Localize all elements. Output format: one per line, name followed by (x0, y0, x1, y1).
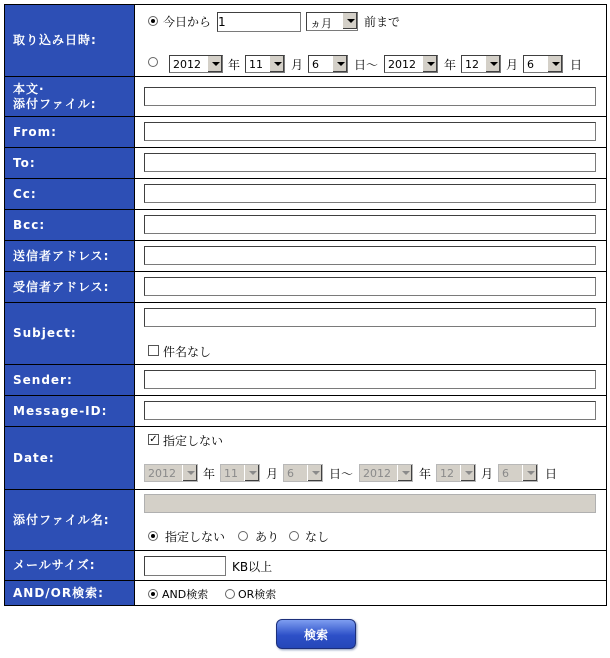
date-from-year-select[interactable]: 2012 (144, 464, 198, 482)
month-suffix: 月 (291, 58, 304, 72)
relative-input[interactable] (217, 12, 301, 32)
to-day-select[interactable]: 6 (523, 55, 563, 73)
to-input[interactable] (144, 153, 596, 172)
chevron-down-icon (269, 56, 284, 72)
chevron-down-icon (182, 465, 197, 481)
attach-no-label: なし (305, 530, 330, 544)
radio-and[interactable] (148, 589, 158, 599)
label-message-id: Message-ID: (5, 396, 135, 426)
date-to-year-select[interactable]: 2012 (359, 464, 413, 482)
row-received-date (5, 5, 606, 76)
label-to: To: (5, 148, 135, 178)
label-date: Date: (5, 427, 135, 489)
to-month-select[interactable]: 12 (461, 55, 501, 73)
range-sep: 日〜 (329, 467, 354, 481)
range-sep: 日〜 (354, 58, 379, 72)
chevron-down-icon (397, 465, 412, 481)
day-suffix: 日 (545, 467, 558, 481)
date-from-day-select[interactable]: 6 (283, 464, 323, 482)
no-subject-checkbox[interactable] (148, 345, 159, 356)
chevron-down-icon (547, 56, 562, 72)
day-suffix: 日 (570, 58, 583, 72)
chevron-down-icon (522, 465, 537, 481)
month-suffix: 月 (266, 467, 279, 481)
chevron-down-icon (307, 465, 322, 481)
search-button[interactable]: 検索 (276, 619, 356, 649)
from-day-select[interactable]: 6 (308, 55, 348, 73)
chevron-down-icon (460, 465, 475, 481)
label-recipient-address: 受信者アドレス: (5, 272, 135, 302)
radio-attach-yes[interactable] (238, 531, 248, 541)
label-body-attachment: 本文· 添付ファイル: (5, 77, 135, 116)
cc-input[interactable] (144, 184, 596, 203)
sender-address-input[interactable] (144, 246, 596, 265)
relative-label: 今日から (163, 15, 212, 29)
label-subject: Subject: (5, 303, 135, 364)
attachment-name-input[interactable] (144, 494, 596, 513)
to-year-select[interactable]: 2012 (384, 55, 438, 73)
unit-select[interactable]: ヵ月 (306, 12, 358, 31)
label-sender-address: 送信者アドレス: (5, 241, 135, 271)
date-unspecified-label: 指定しない (163, 434, 224, 448)
year-suffix: 年 (419, 467, 432, 481)
month-suffix: 月 (481, 467, 494, 481)
year-suffix: 年 (203, 467, 216, 481)
chevron-down-icon (207, 56, 222, 72)
from-month-select[interactable]: 11 (245, 55, 285, 73)
until-label: 前まで (364, 15, 401, 29)
chevron-down-icon (332, 56, 347, 72)
and-label: AND検索 (162, 588, 209, 601)
recipient-address-input[interactable] (144, 277, 596, 296)
label-received-date: 取り込み日時: (5, 5, 135, 76)
month-suffix: 月 (506, 58, 519, 72)
radio-absolute[interactable] (148, 57, 158, 67)
label-from: From: (5, 117, 135, 147)
label-sender: Sender: (5, 365, 135, 395)
date-to-day-select[interactable]: 6 (498, 464, 538, 482)
label-bcc: Bcc: (5, 210, 135, 240)
mail-size-suffix: KB以上 (232, 560, 273, 574)
chevron-down-icon (422, 56, 437, 72)
bcc-input[interactable] (144, 215, 596, 234)
message-id-input[interactable] (144, 401, 596, 420)
date-to-month-select[interactable]: 12 (436, 464, 476, 482)
label-mail-size: メールサイズ: (5, 551, 135, 580)
radio-attach-no[interactable] (289, 531, 299, 541)
from-input[interactable] (144, 122, 596, 141)
radio-or[interactable] (225, 589, 235, 599)
chevron-down-icon (244, 465, 259, 481)
or-label: OR検索 (238, 588, 277, 601)
body-input[interactable] (144, 87, 596, 106)
year-suffix: 年 (444, 58, 457, 72)
year-suffix: 年 (228, 58, 241, 72)
date-unspecified-checkbox[interactable]: ✓ (149, 434, 158, 445)
sender-input[interactable] (144, 370, 596, 389)
attach-yes-label: あり (255, 530, 280, 544)
label-and-or: AND/OR検索: (5, 581, 135, 605)
attach-unspecified-label: 指定しない (165, 530, 226, 544)
chevron-down-icon (342, 13, 357, 29)
radio-attach-unspecified[interactable] (148, 531, 158, 541)
radio-relative[interactable] (148, 16, 158, 26)
subject-input[interactable] (144, 308, 596, 327)
date-from-month-select[interactable]: 11 (220, 464, 260, 482)
label-attachment-name: 添付ファイル名: (5, 490, 135, 550)
mail-size-input[interactable] (144, 556, 226, 576)
from-year-select[interactable]: 2012 (169, 55, 223, 73)
search-form (4, 4, 607, 606)
no-subject-label: 件名なし (163, 345, 212, 359)
label-cc: Cc: (5, 179, 135, 209)
chevron-down-icon (485, 56, 500, 72)
